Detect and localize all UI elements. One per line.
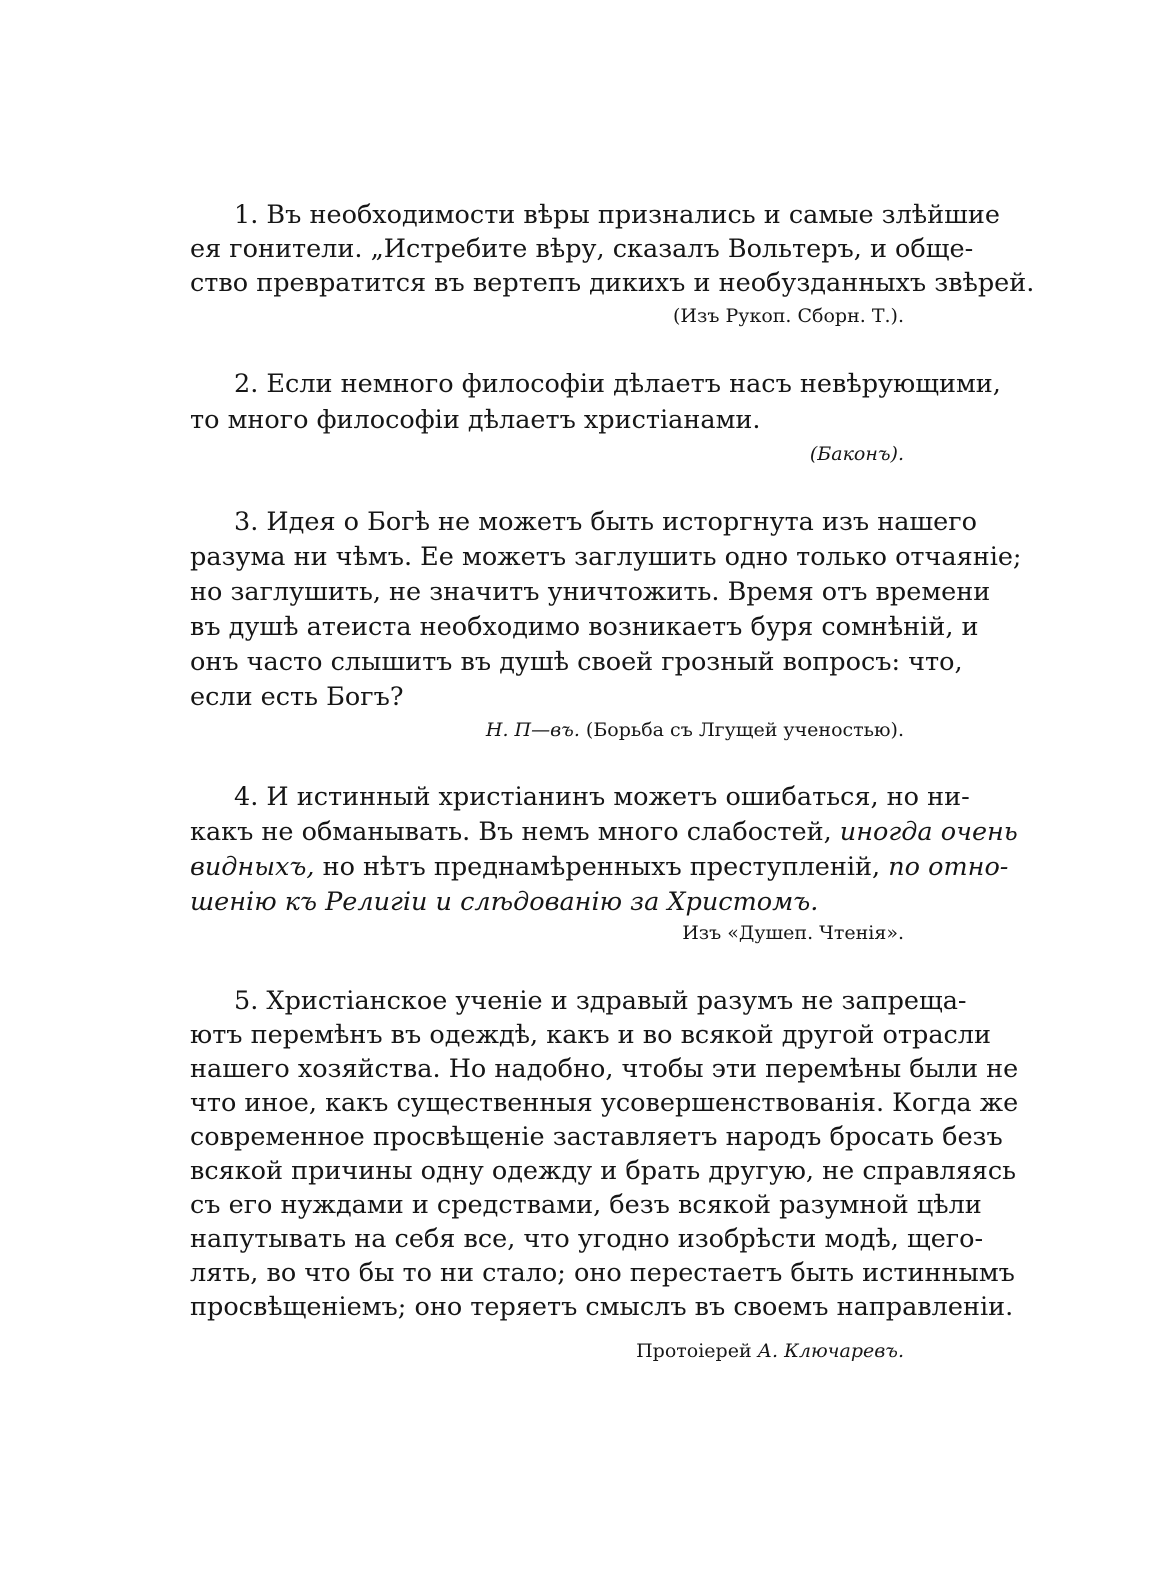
entry-4-line-2: [190, 814, 1018, 850]
entry-4-line-2-italic: иногда очень: [839, 817, 1018, 847]
entry-4-attribution: Изъ «Душеп. Чтенія».: [682, 922, 904, 944]
entry-5-attribution-prefix: Протоіерей: [636, 1340, 752, 1362]
entry-3-attribution: [486, 717, 904, 743]
entry-3-attribution-source: (Борьба съ Лгущей ученостью).: [585, 719, 904, 741]
entry-5-attribution-author: А. Ключаревъ.: [757, 1340, 904, 1362]
entry-5-line-5: современное просвѣщеніе заставляетъ народъ бросать безъ: [190, 1122, 1003, 1152]
entry-5-line-8: напутывать на себя все, что угодно изобрѣсти модѣ, щего-: [190, 1224, 984, 1254]
entry-1-line-3: ство превратится въ вертепъ дикихъ и необузданныхъ звѣрей.: [190, 268, 1035, 298]
entry-2-line-2: то много философіи дѣлаетъ христіанами.: [190, 405, 761, 435]
entry-3-line-6: если есть Богъ?: [190, 682, 404, 712]
entry-3-attribution-author: Н. П—въ.: [485, 719, 580, 741]
entry-2-line-1: 2. Если немного философіи дѣлаетъ насъ невѣрующими,: [234, 369, 1001, 399]
entry-4-line-3-text: но нѣтъ преднамѣренныхъ преступленій,: [314, 852, 889, 882]
entry-5-line-2: ютъ перемѣнъ въ одеждѣ, какъ и во всякой другой отрасли: [190, 1020, 991, 1050]
entry-4-line-1: 4. И истинный христіанинъ можетъ ошибаться, но ни-: [234, 782, 970, 812]
entry-4-line-3: [190, 849, 1009, 885]
entry-1-attribution: (Изъ Рукоп. Сборн. Т.).: [673, 305, 904, 327]
entry-4-line-4: шенію къ Религіи и слѣдованію за Христомъ.: [190, 887, 819, 917]
entry-4-line-3-italic-start: видныхъ,: [190, 852, 315, 882]
entry-3-line-5: онъ часто слышитъ въ душѣ своей грозный вопросъ: что,: [190, 647, 963, 677]
entry-2-attribution: (Баконъ).: [809, 443, 904, 465]
entry-5-line-1: 5. Христіанское ученіе и здравый разумъ не запреща-: [234, 986, 967, 1016]
entry-5-attribution: [636, 1338, 904, 1364]
entry-1-line-1: 1. Въ необходимости вѣры признались и самые злѣйшие: [234, 200, 1000, 230]
entry-3-line-4: въ душѣ атеиста необходимо возникаетъ буря сомнѣній, и: [190, 612, 979, 642]
entry-5-line-4: что иное, какъ существенныя усовершенствованія. Когда же: [190, 1088, 1019, 1118]
entry-5-line-6: всякой причины одну одежду и брать другую, не справляясь: [190, 1156, 1017, 1186]
entry-5-line-3: нашего хозяйства. Но надобно, чтобы эти перемѣны были не: [190, 1054, 1019, 1084]
entry-5-line-9: лять, во что бы то ни стало; оно перестаетъ быть истиннымъ: [190, 1258, 1015, 1288]
entry-5-line-10: просвѣщеніемъ; оно теряетъ смыслъ въ своемъ направленіи.: [190, 1292, 1014, 1322]
entry-1-line-2: ея гонители. „Истребите вѣру, сказалъ Вольтеръ, и обще-: [190, 234, 974, 264]
entry-4-line-2-text: какъ не обманывать. Въ немъ много слабостей,: [190, 817, 840, 847]
entry-3-line-3: но заглушить, не значитъ уничтожить. Время отъ времени: [190, 577, 991, 607]
entry-3-line-2: разума ни чѣмъ. Ее можетъ заглушить одно только отчаяніе;: [190, 542, 1022, 572]
entry-5-line-7: съ его нуждами и средствами, безъ всякой разумной цѣли: [190, 1190, 982, 1220]
entry-4-line-3-italic: по отно-: [888, 852, 1009, 882]
entry-3-line-1: 3. Идея о Богѣ не можетъ быть исторгнута изъ нашего: [234, 507, 977, 537]
